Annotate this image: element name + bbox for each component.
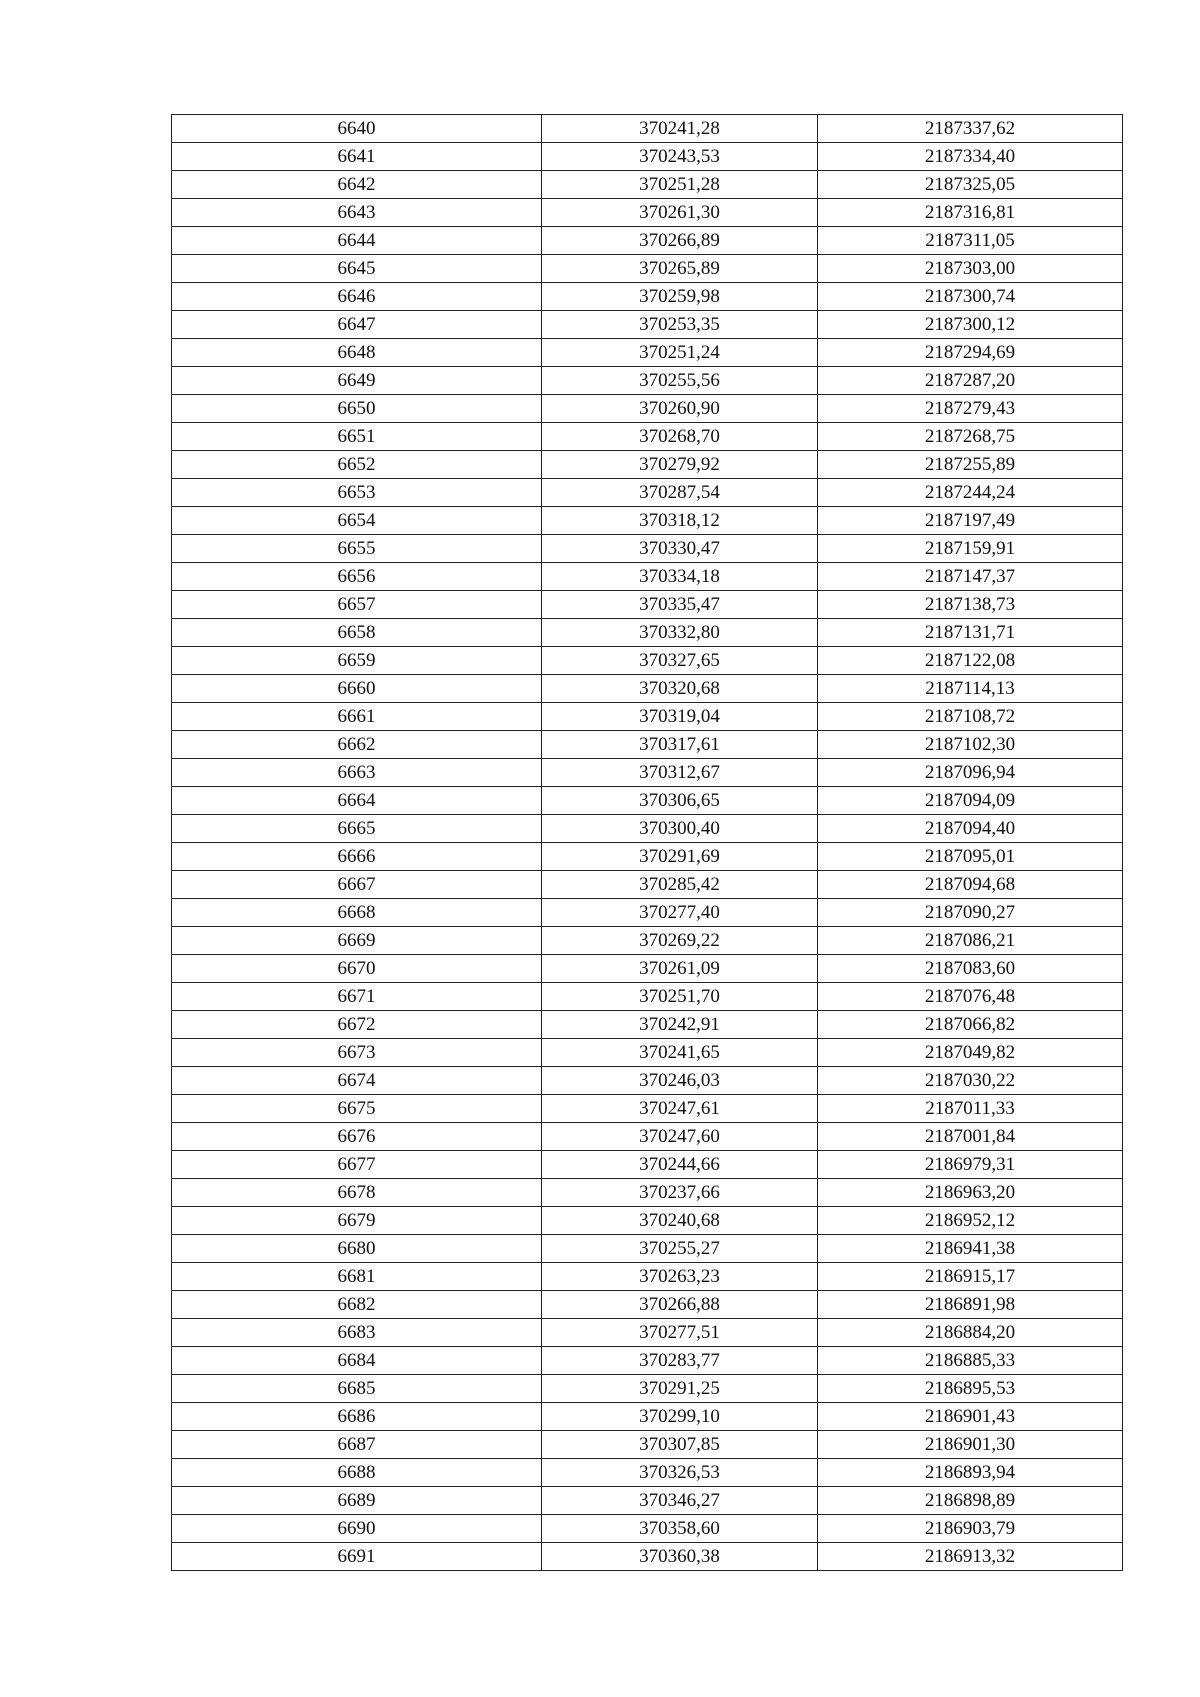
- y-coordinate-cell: 2187197,49: [818, 507, 1123, 535]
- x-coordinate-cell: 370255,27: [542, 1235, 818, 1263]
- point-number-cell: 6687: [172, 1431, 542, 1459]
- table-row: [172, 311, 1123, 339]
- y-coordinate-cell: 2186895,53: [818, 1375, 1123, 1403]
- point-number-cell: 6684: [172, 1347, 542, 1375]
- table-row: [172, 1403, 1123, 1431]
- point-number-cell: 6652: [172, 451, 542, 479]
- x-coordinate-cell: 370287,54: [542, 479, 818, 507]
- x-coordinate-cell: 370247,60: [542, 1123, 818, 1151]
- x-coordinate-cell: 370241,65: [542, 1039, 818, 1067]
- x-coordinate-cell: 370247,61: [542, 1095, 818, 1123]
- y-coordinate-cell: 2187311,05: [818, 227, 1123, 255]
- table-row: [172, 171, 1123, 199]
- point-number-cell: 6646: [172, 283, 542, 311]
- point-number-cell: 6655: [172, 535, 542, 563]
- x-coordinate-cell: 370255,56: [542, 367, 818, 395]
- point-number-cell: 6668: [172, 899, 542, 927]
- y-coordinate-cell: 2187147,37: [818, 563, 1123, 591]
- point-number-cell: 6691: [172, 1543, 542, 1571]
- point-number-cell: 6689: [172, 1487, 542, 1515]
- table-row: [172, 451, 1123, 479]
- x-coordinate-cell: 370335,47: [542, 591, 818, 619]
- table-row: [172, 395, 1123, 423]
- y-coordinate-cell: 2187287,20: [818, 367, 1123, 395]
- y-coordinate-cell: 2187108,72: [818, 703, 1123, 731]
- x-coordinate-cell: 370243,53: [542, 143, 818, 171]
- coordinates-table-body: [172, 115, 1123, 1571]
- point-number-cell: 6674: [172, 1067, 542, 1095]
- y-coordinate-cell: 2187030,22: [818, 1067, 1123, 1095]
- point-number-cell: 6688: [172, 1459, 542, 1487]
- point-number-cell: 6663: [172, 759, 542, 787]
- y-coordinate-cell: 2187102,30: [818, 731, 1123, 759]
- point-number-cell: 6645: [172, 255, 542, 283]
- x-coordinate-cell: 370269,22: [542, 927, 818, 955]
- point-number-cell: 6681: [172, 1263, 542, 1291]
- y-coordinate-cell: 2187049,82: [818, 1039, 1123, 1067]
- point-number-cell: 6653: [172, 479, 542, 507]
- y-coordinate-cell: 2186913,32: [818, 1543, 1123, 1571]
- x-coordinate-cell: 370312,67: [542, 759, 818, 787]
- table-row: [172, 675, 1123, 703]
- table-row: [172, 1459, 1123, 1487]
- y-coordinate-cell: 2187122,08: [818, 647, 1123, 675]
- y-coordinate-cell: 2187094,40: [818, 815, 1123, 843]
- point-number-cell: 6666: [172, 843, 542, 871]
- y-coordinate-cell: 2187300,74: [818, 283, 1123, 311]
- point-number-cell: 6642: [172, 171, 542, 199]
- table-row: [172, 1207, 1123, 1235]
- point-number-cell: 6672: [172, 1011, 542, 1039]
- point-number-cell: 6641: [172, 143, 542, 171]
- y-coordinate-cell: 2187268,75: [818, 423, 1123, 451]
- y-coordinate-cell: 2186952,12: [818, 1207, 1123, 1235]
- x-coordinate-cell: 370360,38: [542, 1543, 818, 1571]
- x-coordinate-cell: 370332,80: [542, 619, 818, 647]
- point-number-cell: 6690: [172, 1515, 542, 1543]
- table-row: [172, 1095, 1123, 1123]
- table-row: [172, 843, 1123, 871]
- point-number-cell: 6669: [172, 927, 542, 955]
- point-number-cell: 6664: [172, 787, 542, 815]
- table-row: [172, 423, 1123, 451]
- x-coordinate-cell: 370240,68: [542, 1207, 818, 1235]
- table-row: [172, 1151, 1123, 1179]
- table-row: [172, 479, 1123, 507]
- y-coordinate-cell: 2187090,27: [818, 899, 1123, 927]
- y-coordinate-cell: 2186885,33: [818, 1347, 1123, 1375]
- table-row: [172, 507, 1123, 535]
- point-number-cell: 6680: [172, 1235, 542, 1263]
- y-coordinate-cell: 2187131,71: [818, 619, 1123, 647]
- table-row: [172, 1179, 1123, 1207]
- table-row: [172, 227, 1123, 255]
- x-coordinate-cell: 370261,30: [542, 199, 818, 227]
- point-number-cell: 6671: [172, 983, 542, 1011]
- table-row: [172, 1123, 1123, 1151]
- x-coordinate-cell: 370237,66: [542, 1179, 818, 1207]
- table-row: [172, 1291, 1123, 1319]
- x-coordinate-cell: 370244,66: [542, 1151, 818, 1179]
- y-coordinate-cell: 2187325,05: [818, 171, 1123, 199]
- point-number-cell: 6677: [172, 1151, 542, 1179]
- point-number-cell: 6676: [172, 1123, 542, 1151]
- x-coordinate-cell: 370334,18: [542, 563, 818, 591]
- table-row: [172, 535, 1123, 563]
- table-row: [172, 115, 1123, 143]
- y-coordinate-cell: 2187094,09: [818, 787, 1123, 815]
- point-number-cell: 6647: [172, 311, 542, 339]
- table-row: [172, 815, 1123, 843]
- y-coordinate-cell: 2187114,13: [818, 675, 1123, 703]
- y-coordinate-cell: 2187094,68: [818, 871, 1123, 899]
- y-coordinate-cell: 2187083,60: [818, 955, 1123, 983]
- x-coordinate-cell: 370319,04: [542, 703, 818, 731]
- table-row: [172, 1487, 1123, 1515]
- point-number-cell: 6656: [172, 563, 542, 591]
- point-number-cell: 6686: [172, 1403, 542, 1431]
- y-coordinate-cell: 2187138,73: [818, 591, 1123, 619]
- point-number-cell: 6640: [172, 115, 542, 143]
- x-coordinate-cell: 370291,69: [542, 843, 818, 871]
- x-coordinate-cell: 370253,35: [542, 311, 818, 339]
- point-number-cell: 6661: [172, 703, 542, 731]
- table-row: [172, 927, 1123, 955]
- table-row: [172, 283, 1123, 311]
- x-coordinate-cell: 370259,98: [542, 283, 818, 311]
- x-coordinate-cell: 370299,10: [542, 1403, 818, 1431]
- y-coordinate-cell: 2186963,20: [818, 1179, 1123, 1207]
- y-coordinate-cell: 2187316,81: [818, 199, 1123, 227]
- y-coordinate-cell: 2186901,43: [818, 1403, 1123, 1431]
- table-row: [172, 1067, 1123, 1095]
- y-coordinate-cell: 2187303,00: [818, 255, 1123, 283]
- y-coordinate-cell: 2186979,31: [818, 1151, 1123, 1179]
- y-coordinate-cell: 2187086,21: [818, 927, 1123, 955]
- x-coordinate-cell: 370300,40: [542, 815, 818, 843]
- x-coordinate-cell: 370268,70: [542, 423, 818, 451]
- x-coordinate-cell: 370251,28: [542, 171, 818, 199]
- y-coordinate-cell: 2186915,17: [818, 1263, 1123, 1291]
- y-coordinate-cell: 2187334,40: [818, 143, 1123, 171]
- table-row: [172, 983, 1123, 1011]
- x-coordinate-cell: 370318,12: [542, 507, 818, 535]
- y-coordinate-cell: 2187096,94: [818, 759, 1123, 787]
- y-coordinate-cell: 2187001,84: [818, 1123, 1123, 1151]
- point-number-cell: 6643: [172, 199, 542, 227]
- y-coordinate-cell: 2187011,33: [818, 1095, 1123, 1123]
- y-coordinate-cell: 2187244,24: [818, 479, 1123, 507]
- x-coordinate-cell: 370265,89: [542, 255, 818, 283]
- table-row: [172, 1347, 1123, 1375]
- point-number-cell: 6651: [172, 423, 542, 451]
- table-row: [172, 871, 1123, 899]
- point-number-cell: 6657: [172, 591, 542, 619]
- x-coordinate-cell: 370326,53: [542, 1459, 818, 1487]
- table-row: [172, 339, 1123, 367]
- point-number-cell: 6667: [172, 871, 542, 899]
- table-row: [172, 899, 1123, 927]
- table-row: [172, 1515, 1123, 1543]
- x-coordinate-cell: 370266,89: [542, 227, 818, 255]
- x-coordinate-cell: 370317,61: [542, 731, 818, 759]
- point-number-cell: 6685: [172, 1375, 542, 1403]
- x-coordinate-cell: 370330,47: [542, 535, 818, 563]
- table-row: [172, 1319, 1123, 1347]
- y-coordinate-cell: 2187279,43: [818, 395, 1123, 423]
- table-row: [172, 1039, 1123, 1067]
- point-number-cell: 6665: [172, 815, 542, 843]
- y-coordinate-cell: 2187095,01: [818, 843, 1123, 871]
- x-coordinate-cell: 370320,68: [542, 675, 818, 703]
- y-coordinate-cell: 2186884,20: [818, 1319, 1123, 1347]
- y-coordinate-cell: 2187337,62: [818, 115, 1123, 143]
- point-number-cell: 6659: [172, 647, 542, 675]
- point-number-cell: 6649: [172, 367, 542, 395]
- table-row: [172, 1431, 1123, 1459]
- table-row: [172, 367, 1123, 395]
- x-coordinate-cell: 370346,27: [542, 1487, 818, 1515]
- x-coordinate-cell: 370358,60: [542, 1515, 818, 1543]
- y-coordinate-cell: 2187300,12: [818, 311, 1123, 339]
- x-coordinate-cell: 370291,25: [542, 1375, 818, 1403]
- x-coordinate-cell: 370277,40: [542, 899, 818, 927]
- table-row: [172, 619, 1123, 647]
- point-number-cell: 6658: [172, 619, 542, 647]
- table-row: [172, 1543, 1123, 1571]
- table-row: [172, 955, 1123, 983]
- y-coordinate-cell: 2186893,94: [818, 1459, 1123, 1487]
- y-coordinate-cell: 2187159,91: [818, 535, 1123, 563]
- x-coordinate-cell: 370277,51: [542, 1319, 818, 1347]
- point-number-cell: 6660: [172, 675, 542, 703]
- x-coordinate-cell: 370307,85: [542, 1431, 818, 1459]
- x-coordinate-cell: 370242,91: [542, 1011, 818, 1039]
- x-coordinate-cell: 370327,65: [542, 647, 818, 675]
- point-number-cell: 6644: [172, 227, 542, 255]
- y-coordinate-cell: 2186941,38: [818, 1235, 1123, 1263]
- point-number-cell: 6650: [172, 395, 542, 423]
- table-row: [172, 199, 1123, 227]
- x-coordinate-cell: 370260,90: [542, 395, 818, 423]
- table-row: [172, 1235, 1123, 1263]
- y-coordinate-cell: 2187076,48: [818, 983, 1123, 1011]
- table-row: [172, 759, 1123, 787]
- x-coordinate-cell: 370285,42: [542, 871, 818, 899]
- y-coordinate-cell: 2186903,79: [818, 1515, 1123, 1543]
- x-coordinate-cell: 370279,92: [542, 451, 818, 479]
- x-coordinate-cell: 370241,28: [542, 115, 818, 143]
- table-row: [172, 1375, 1123, 1403]
- table-row: [172, 1263, 1123, 1291]
- point-number-cell: 6670: [172, 955, 542, 983]
- table-row: [172, 143, 1123, 171]
- x-coordinate-cell: 370251,24: [542, 339, 818, 367]
- coordinates-table: [171, 114, 1123, 1571]
- x-coordinate-cell: 370263,23: [542, 1263, 818, 1291]
- table-row: [172, 255, 1123, 283]
- y-coordinate-cell: 2187255,89: [818, 451, 1123, 479]
- table-row: [172, 647, 1123, 675]
- x-coordinate-cell: 370261,09: [542, 955, 818, 983]
- point-number-cell: 6678: [172, 1179, 542, 1207]
- x-coordinate-cell: 370251,70: [542, 983, 818, 1011]
- y-coordinate-cell: 2187294,69: [818, 339, 1123, 367]
- point-number-cell: 6679: [172, 1207, 542, 1235]
- table-row: [172, 591, 1123, 619]
- table-row: [172, 703, 1123, 731]
- point-number-cell: 6682: [172, 1291, 542, 1319]
- point-number-cell: 6683: [172, 1319, 542, 1347]
- x-coordinate-cell: 370283,77: [542, 1347, 818, 1375]
- table-row: [172, 787, 1123, 815]
- point-number-cell: 6673: [172, 1039, 542, 1067]
- y-coordinate-cell: 2186898,89: [818, 1487, 1123, 1515]
- x-coordinate-cell: 370306,65: [542, 787, 818, 815]
- y-coordinate-cell: 2187066,82: [818, 1011, 1123, 1039]
- x-coordinate-cell: 370266,88: [542, 1291, 818, 1319]
- y-coordinate-cell: 2186901,30: [818, 1431, 1123, 1459]
- table-row: [172, 731, 1123, 759]
- y-coordinate-cell: 2186891,98: [818, 1291, 1123, 1319]
- point-number-cell: 6662: [172, 731, 542, 759]
- point-number-cell: 6654: [172, 507, 542, 535]
- point-number-cell: 6675: [172, 1095, 542, 1123]
- x-coordinate-cell: 370246,03: [542, 1067, 818, 1095]
- table-row: [172, 1011, 1123, 1039]
- table-row: [172, 563, 1123, 591]
- point-number-cell: 6648: [172, 339, 542, 367]
